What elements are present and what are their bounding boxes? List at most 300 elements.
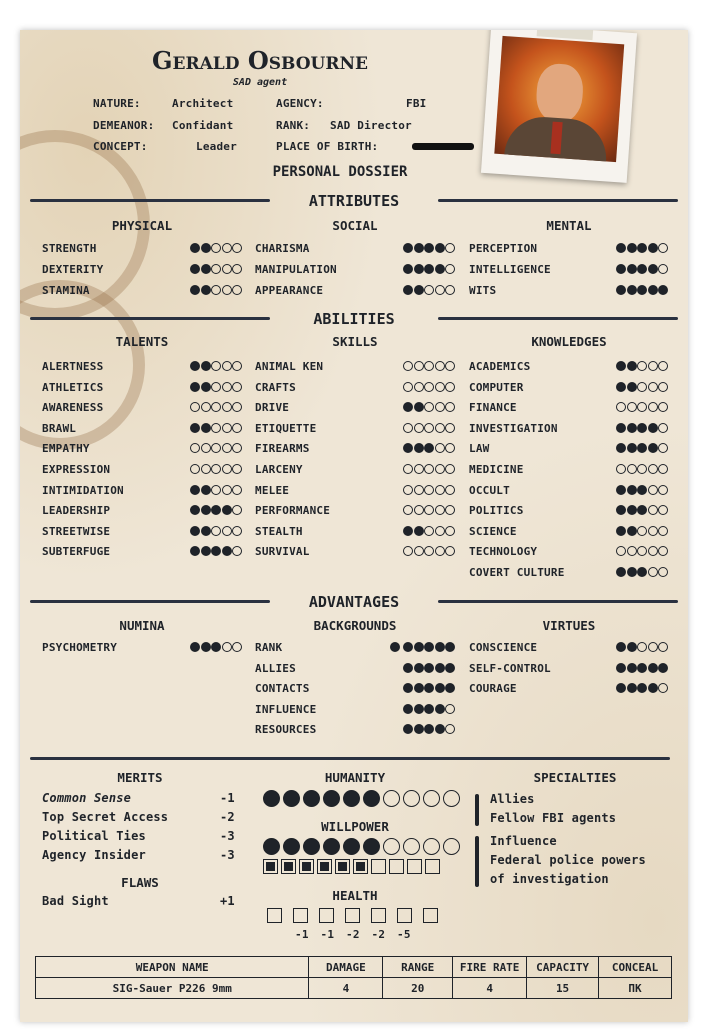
dot (637, 443, 647, 453)
dot (424, 546, 434, 556)
dot (414, 443, 424, 453)
rating-dots (403, 361, 456, 371)
ability-label: ACADEMICS (469, 360, 531, 373)
rating-dots (190, 546, 243, 556)
ability-label: LEADERSHIP (42, 504, 111, 518)
dot (637, 683, 647, 693)
ability-label: STEALTH (255, 524, 303, 538)
ability-label: SCIENCE (469, 524, 517, 538)
specialty-text: Fellow FBI agents (490, 811, 617, 825)
dot (201, 642, 211, 652)
dot (658, 546, 668, 556)
dossier-title: PERSONAL DOSSIER (272, 164, 408, 180)
numina-title: NUMINA (119, 618, 165, 633)
extra-dot (390, 642, 401, 652)
dot (627, 443, 637, 453)
dot (232, 505, 242, 515)
rating-dots (616, 642, 669, 652)
dot (435, 526, 445, 536)
weapon-cell: 15 (527, 978, 599, 999)
dot (627, 423, 637, 433)
rating-dots (190, 285, 243, 295)
dot (445, 642, 455, 652)
dot (403, 642, 413, 652)
dot (190, 546, 200, 556)
dot (424, 526, 434, 536)
concept-label: CONCEPT: (93, 140, 148, 153)
dot (383, 790, 400, 807)
dot (222, 464, 232, 474)
dot (445, 505, 455, 515)
dot (616, 546, 626, 556)
rating-dots (616, 382, 669, 392)
ability-label: SURVIVAL (255, 545, 310, 559)
dot (222, 243, 232, 253)
concept-value: Leader (196, 140, 237, 153)
dot (363, 790, 380, 807)
ability-label: STREETWISE (42, 524, 111, 538)
weapon-cell: SIG-Sauer P226 9mm (36, 978, 309, 999)
weapon-cell: 4 (309, 978, 383, 999)
dot (658, 505, 668, 515)
dot (222, 485, 232, 495)
dot (616, 485, 626, 495)
rating-dots (190, 485, 243, 495)
dot (222, 505, 232, 515)
merit-label: Political Ties (42, 829, 146, 843)
dot (201, 505, 211, 515)
rank-label: RANK: (276, 119, 311, 132)
health-box (293, 908, 308, 923)
rating-dots (403, 285, 456, 295)
rating-dots (616, 526, 669, 536)
attribute-label: STAMINA (42, 284, 90, 297)
ability-label: INTIMIDATION (42, 483, 124, 497)
weapons-header-cell: RANGE (383, 957, 453, 978)
dot (648, 683, 658, 693)
ability-label: FIREARMS (255, 442, 310, 456)
virtues-title: VIRTUES (542, 618, 596, 633)
box (281, 859, 296, 874)
rating-dots (616, 546, 669, 556)
dot (616, 464, 626, 474)
agency-label: AGENCY: (276, 97, 324, 110)
dot (363, 838, 380, 855)
dot (403, 704, 413, 714)
dot (435, 663, 445, 673)
advantages-rule-left (30, 600, 270, 603)
health-title: HEALTH (332, 888, 378, 903)
dot (222, 382, 232, 392)
box (299, 859, 314, 874)
dot (616, 443, 626, 453)
ability-label: ATHLETICS (42, 380, 104, 394)
rating-dots (190, 243, 243, 253)
dot (303, 838, 320, 855)
dot (435, 243, 445, 253)
health-penalty: -5 (397, 928, 411, 941)
dot (403, 382, 413, 392)
numina-label: PSYCHOMETRY (42, 641, 118, 654)
background-label: RANK (255, 641, 283, 654)
ability-label: TECHNOLOGY (469, 545, 538, 559)
dot (648, 264, 658, 274)
rating-dots (403, 382, 456, 392)
dot (658, 423, 668, 433)
dot (383, 838, 400, 855)
rating-dots (616, 485, 669, 495)
merit-cost: -3 (220, 829, 235, 843)
dot (201, 464, 211, 474)
abilities-rule-left (30, 317, 270, 320)
dot (414, 285, 424, 295)
health-box (397, 908, 412, 923)
demeanor-value: Confidant (172, 119, 234, 132)
dot (627, 243, 637, 253)
rating-dots (616, 567, 669, 577)
dot (414, 464, 424, 474)
dot (445, 443, 455, 453)
dot (232, 243, 242, 253)
ability-label: COVERT CULTURE (469, 566, 565, 579)
dot (637, 361, 647, 371)
dot (414, 642, 424, 652)
dot (658, 361, 668, 371)
dot (201, 382, 211, 392)
dot (232, 464, 242, 474)
dot (222, 361, 232, 371)
dot (627, 663, 637, 673)
dot (190, 264, 200, 274)
weapons-header-cell: WEAPON NAME (36, 957, 309, 978)
dot (445, 382, 455, 392)
dot (232, 526, 242, 536)
health-box (319, 908, 334, 923)
dot (445, 663, 455, 673)
dot (211, 443, 221, 453)
dot (443, 838, 460, 855)
box (425, 859, 440, 874)
dot (658, 243, 668, 253)
dot (263, 838, 280, 855)
dot (627, 402, 637, 412)
box (263, 859, 278, 874)
rating-dots (403, 505, 456, 515)
dot (323, 838, 340, 855)
character-sheet (20, 30, 688, 1022)
virtue-label: CONSCIENCE (469, 641, 538, 654)
dot (222, 526, 232, 536)
dot (658, 382, 668, 392)
merit-label: Common Sense (42, 791, 132, 805)
flaw-cost: +1 (220, 894, 235, 908)
merits-title: MERITS (117, 770, 163, 785)
dot (343, 838, 360, 855)
virtue-label: SELF-CONTROL (469, 661, 551, 675)
dot (201, 264, 211, 274)
dot (616, 423, 626, 433)
dot (211, 243, 221, 253)
dot (435, 382, 445, 392)
merit-cost: -2 (220, 810, 235, 824)
dot (637, 285, 647, 295)
dot (648, 546, 658, 556)
dot (637, 505, 647, 515)
dot (627, 642, 637, 652)
dot (211, 505, 221, 515)
dot (648, 382, 658, 392)
dot (190, 402, 200, 412)
dot (423, 790, 440, 807)
dot (627, 505, 637, 515)
abilities-rule-right (438, 317, 678, 320)
dot (658, 663, 668, 673)
virtue-label: COURAGE (469, 682, 517, 696)
rating-dots (190, 361, 243, 371)
dot (627, 485, 637, 495)
rating-dots (190, 382, 243, 392)
dot (403, 663, 413, 673)
humanity-title: HUMANITY (324, 770, 386, 785)
dot (424, 382, 434, 392)
dot (637, 526, 647, 536)
ability-label: BRAWL (42, 421, 77, 435)
rating-dots (403, 443, 456, 453)
rank-value: SAD Director (330, 119, 412, 132)
attribute-label: APPEARANCE (255, 284, 324, 297)
weapons-header-cell: CONCEAL (599, 957, 672, 978)
attribute-label: PERCEPTION (469, 242, 538, 255)
dot (201, 526, 211, 536)
ability-label: ANIMAL KEN (255, 360, 324, 373)
rating-dots (616, 683, 669, 693)
dot (414, 724, 424, 734)
ability-label: COMPUTER (469, 380, 524, 394)
dot (211, 402, 221, 412)
willpower-dots (263, 838, 463, 855)
rating-dots (616, 243, 669, 253)
dot (201, 485, 211, 495)
dot (424, 464, 434, 474)
ability-column-title: SKILLS (332, 334, 378, 349)
dot (232, 285, 242, 295)
specialty-text: Federal police powers (490, 853, 646, 867)
dot (658, 402, 668, 412)
dot (211, 642, 221, 652)
dot (445, 423, 455, 433)
health-box (267, 908, 282, 923)
dot (190, 485, 200, 495)
humanity-dots (263, 790, 463, 807)
dot (403, 683, 413, 693)
dot (435, 546, 445, 556)
attribute-label: MANIPULATION (255, 263, 337, 276)
dot (435, 485, 445, 495)
dot (403, 464, 413, 474)
rating-dots (190, 464, 243, 474)
dot (658, 485, 668, 495)
merit-label: Top Secret Access (42, 810, 169, 824)
dot (222, 642, 232, 652)
dot (658, 642, 668, 652)
background-label: RESOURCES (255, 723, 317, 737)
merit-cost: -3 (220, 848, 235, 862)
dot (403, 724, 413, 734)
attributes-rule-right (438, 199, 678, 202)
portrait-photo (481, 30, 637, 183)
dot (424, 724, 434, 734)
dot (283, 838, 300, 855)
health-box (371, 908, 386, 923)
dot (190, 243, 200, 253)
health-box (423, 908, 438, 923)
dot (201, 423, 211, 433)
ability-label: AWARENESS (42, 401, 104, 415)
attribute-label: INTELLIGENCE (469, 263, 551, 276)
dot (403, 546, 413, 556)
weapons-header-cell: FIRE RATE (453, 957, 527, 978)
rating-dots (616, 423, 669, 433)
merit-cost: -1 (220, 791, 235, 805)
dot (627, 361, 637, 371)
dot (627, 464, 637, 474)
dot (445, 526, 455, 536)
dot (435, 505, 445, 515)
rating-dots (403, 526, 456, 536)
dot (201, 402, 211, 412)
dot (414, 382, 424, 392)
dot (190, 464, 200, 474)
dot (435, 423, 445, 433)
dot (445, 264, 455, 274)
dot (658, 464, 668, 474)
dot (190, 505, 200, 515)
birth-label: PLACE OF BIRTH: (276, 140, 379, 153)
dot (232, 642, 242, 652)
dot (414, 683, 424, 693)
rating-dots (616, 264, 669, 274)
dot (201, 243, 211, 253)
dot (232, 423, 242, 433)
ability-label: MEDICINE (469, 463, 524, 476)
dot (616, 683, 626, 693)
dot (403, 423, 413, 433)
ability-label: DRIVE (255, 401, 290, 415)
dot (424, 485, 434, 495)
dot (414, 423, 424, 433)
dot (648, 642, 658, 652)
ability-label: EMPATHY (42, 442, 90, 456)
dot (222, 443, 232, 453)
dot (627, 285, 637, 295)
dot (403, 361, 413, 371)
dot (414, 546, 424, 556)
box (389, 859, 404, 874)
dot (211, 264, 221, 274)
dot (414, 485, 424, 495)
dot (637, 663, 647, 673)
dot (222, 402, 232, 412)
ability-label: LARCENY (255, 463, 303, 476)
dot (390, 642, 400, 652)
agency-value: FBI (406, 97, 427, 110)
dot (201, 443, 211, 453)
rating-dots (403, 485, 456, 495)
health-boxes (267, 908, 449, 923)
dot (414, 402, 424, 412)
dot (190, 642, 200, 652)
rating-dots (616, 402, 669, 412)
attributes-rule-left (30, 199, 270, 202)
dot (435, 285, 445, 295)
dot (232, 546, 242, 556)
dot (424, 443, 434, 453)
health-penalty: -1 (295, 928, 309, 941)
dot (435, 704, 445, 714)
dot (648, 243, 658, 253)
dot (658, 683, 668, 693)
rating-dots (403, 402, 456, 412)
dot (637, 423, 647, 433)
attributes-title: ATTRIBUTES (308, 192, 400, 210)
dot (658, 264, 668, 274)
rating-dots (403, 423, 456, 433)
ability-label: EXPRESSION (42, 463, 111, 476)
dot (424, 285, 434, 295)
dot (445, 402, 455, 412)
dot (211, 464, 221, 474)
dot (414, 243, 424, 253)
dot (414, 264, 424, 274)
dot (445, 361, 455, 371)
dot (435, 264, 445, 274)
dot (232, 264, 242, 274)
ability-label: CRAFTS (255, 380, 296, 394)
dot (637, 464, 647, 474)
dot (423, 838, 440, 855)
nature-label: NATURE: (93, 97, 141, 110)
dot (435, 443, 445, 453)
dot (637, 546, 647, 556)
rating-dots (616, 505, 669, 515)
ability-label: INVESTIGATION (469, 421, 558, 435)
dot (323, 790, 340, 807)
dot (403, 402, 413, 412)
rating-dots (403, 663, 456, 673)
backgrounds-title: BACKGROUNDS (313, 618, 397, 633)
dot (211, 382, 221, 392)
willpower-title: WILLPOWER (321, 819, 389, 834)
dot (435, 683, 445, 693)
dot (190, 361, 200, 371)
dot (232, 382, 242, 392)
dot (658, 443, 668, 453)
dot (637, 382, 647, 392)
dot (637, 485, 647, 495)
ability-column-title: KNOWLEDGES (531, 334, 607, 349)
dot (424, 264, 434, 274)
dot (424, 683, 434, 693)
dot (445, 464, 455, 474)
dot (211, 423, 221, 433)
weapon-cell: ΠK (599, 978, 672, 999)
ability-label: PERFORMANCE (255, 504, 331, 518)
dot (648, 663, 658, 673)
weapons-header-cell: CAPACITY (527, 957, 599, 978)
dot (211, 285, 221, 295)
dot (616, 526, 626, 536)
attribute-label: DEXTERITY (42, 263, 104, 276)
